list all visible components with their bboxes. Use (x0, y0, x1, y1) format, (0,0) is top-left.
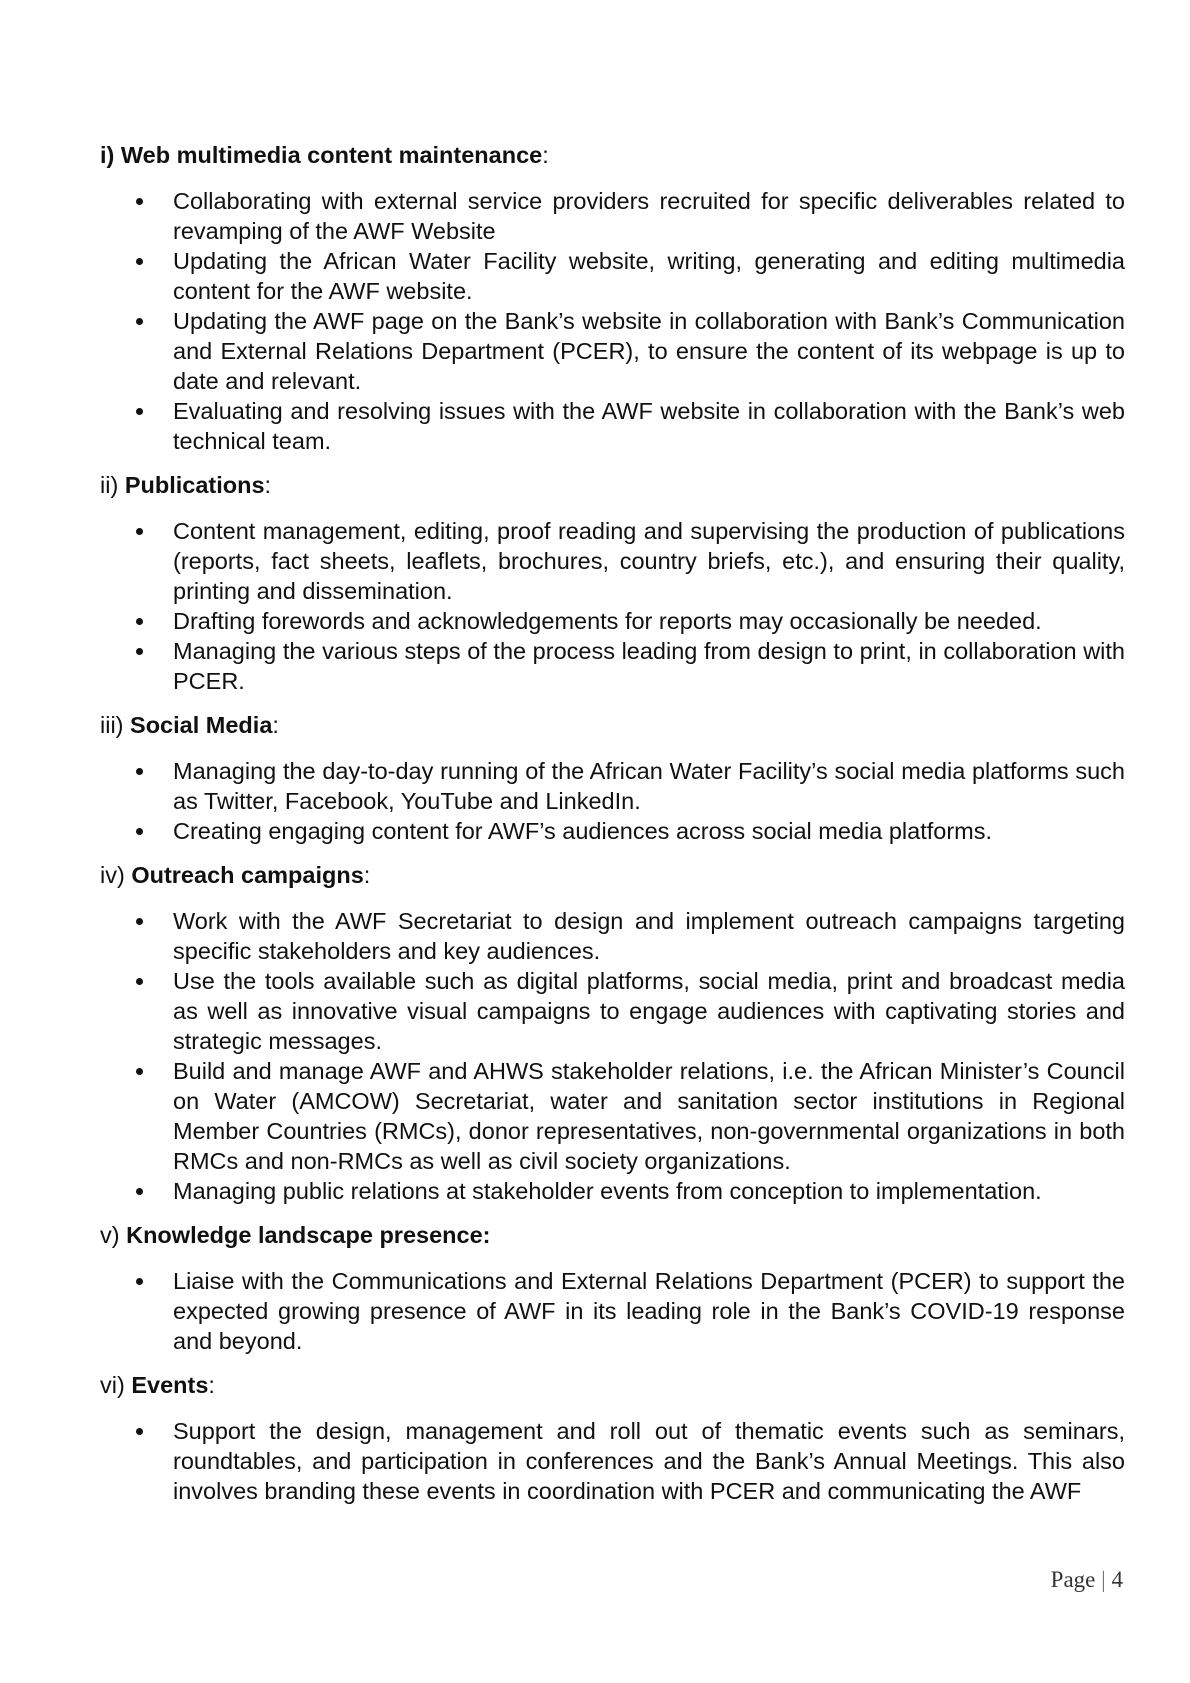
section-number: iii) (100, 712, 124, 738)
section-title: Outreach campaigns (131, 862, 364, 888)
list-item (100, 186, 1125, 246)
bullet-icon (136, 828, 143, 835)
list-item (100, 516, 1125, 606)
list-item (100, 1056, 1125, 1176)
list-item-text: Build and manage AWF and AHWS stakeholder relations, i.e. the African Minister’s Council on Water (AMCOW) Secretariat, water and sanitation sector institutions in Regional Member Countries (RMCs), donor representatives, non-governmental organizations in both RMCs and non-RMCs as well as civil society organizations. (173, 1058, 1125, 1174)
bullet-icon (136, 618, 143, 625)
page-separator: | (1101, 1567, 1106, 1592)
section-heading (100, 1370, 1125, 1400)
bullet-icon (136, 1188, 143, 1195)
section-heading (100, 1220, 1125, 1250)
bullet-icon (136, 1068, 143, 1075)
section-number: v) (100, 1222, 120, 1248)
document-body (100, 140, 1125, 1520)
bullet-list (100, 186, 1125, 456)
list-item (100, 1266, 1125, 1356)
section-suffix: : (264, 472, 272, 498)
bullet-icon (136, 318, 143, 325)
bullet-list (100, 906, 1125, 1206)
section-number: i) (100, 142, 115, 168)
list-item (100, 966, 1125, 1056)
section-heading (100, 140, 1125, 170)
page-number-footer (1051, 1567, 1123, 1593)
list-item-text: Updating the African Water Facility website, writing, generating and editing multimedia content for the AWF website. (173, 248, 1125, 304)
list-item-text: Updating the AWF page on the Bank’s website in collaboration with Bank’s Communication and External Relations Department (PCER), to ensure the content of its webpage is up to date and relevant. (173, 308, 1125, 394)
page-label: Page (1050, 1567, 1096, 1592)
bullet-list (100, 1416, 1125, 1506)
list-item (100, 246, 1125, 306)
section-number: ii) (100, 472, 119, 498)
section-suffix: : (208, 1372, 215, 1398)
list-item-text: Managing the various steps of the process leading from design to print, in collaboration with PCER. (173, 638, 1125, 694)
list-item-text: Support the design, management and roll out of thematic events such as seminars, roundtables, and participation in conferences and the Bank’s Annual Meetings. This also involves branding these events in coordination with PCER and communicating the AWF (173, 1418, 1125, 1504)
section-number: vi) (100, 1372, 125, 1398)
section-title: Web multimedia content maintenance (120, 142, 543, 168)
list-item-text: Work with the AWF Secretariat to design and implement outreach campaigns targeting specific stakeholders and key audiences. (173, 908, 1125, 964)
bullet-icon (136, 198, 143, 205)
list-item-text: Managing public relations at stakeholder events from conception to implementation. (173, 1178, 1042, 1204)
section-heading (100, 710, 1125, 740)
list-item-text: Use the tools available such as digital platforms, social media, print and broadcast media as well as innovative visual campaigns to engage audiences with captivating stories and strategic messages. (173, 968, 1125, 1054)
bullet-list (100, 756, 1125, 846)
section-title: Knowledge landscape presence: (126, 1222, 491, 1248)
section-social-media (100, 710, 1125, 846)
list-item-text: Evaluating and resolving issues with the AWF website in collaboration with the Bank’s web technical team. (173, 398, 1125, 454)
list-item-text: Drafting forewords and acknowledgements for reports may occasionally be needed. (173, 608, 1042, 634)
bullet-icon (136, 1278, 143, 1285)
list-item (100, 636, 1125, 696)
list-item (100, 816, 1125, 846)
section-suffix: : (363, 862, 371, 888)
bullet-icon (136, 768, 143, 775)
list-item-text: Liaise with the Communications and External Relations Department (PCER) to support the expected growing presence of AWF in its leading role in the Bank’s COVID-19 response and beyond. (173, 1268, 1125, 1354)
section-title: Social Media (130, 712, 273, 738)
section-suffix: : (272, 712, 279, 738)
bullet-icon (136, 258, 143, 265)
bullet-icon (136, 408, 143, 415)
list-item (100, 1176, 1125, 1206)
section-title: Events (131, 1372, 209, 1398)
bullet-list (100, 516, 1125, 696)
list-item (100, 306, 1125, 396)
section-publications (100, 470, 1125, 696)
section-knowledge-landscape (100, 1220, 1125, 1356)
section-web-multimedia (100, 140, 1125, 456)
bullet-list (100, 1266, 1125, 1356)
section-events (100, 1370, 1125, 1506)
bullet-icon (136, 528, 143, 535)
page-number: 4 (1111, 1567, 1123, 1592)
bullet-icon (136, 978, 143, 985)
section-heading (100, 470, 1125, 500)
list-item (100, 1416, 1125, 1506)
bullet-icon (136, 918, 143, 925)
list-item (100, 396, 1125, 456)
list-item-text: Creating engaging content for AWF’s audiences across social media platforms. (173, 818, 993, 844)
list-item (100, 756, 1125, 816)
section-heading (100, 860, 1125, 890)
section-outreach-campaigns (100, 860, 1125, 1206)
list-item-text: Managing the day-to-day running of the African Water Facility’s social media platforms such as Twitter, Facebook, YouTube and LinkedIn. (173, 758, 1125, 814)
section-suffix: : (542, 142, 549, 168)
section-number: iv) (100, 862, 125, 888)
bullet-icon (136, 1428, 143, 1435)
list-item (100, 606, 1125, 636)
section-title: Publications (124, 472, 265, 498)
bullet-icon (136, 648, 143, 655)
list-item (100, 906, 1125, 966)
list-item-text: Collaborating with external service providers recruited for specific deliverables related to revamping of the AWF Website (173, 188, 1125, 244)
list-item-text: Content management, editing, proof reading and supervising the production of publications (reports, fact sheets, leaflets, brochures, country briefs, etc.), and ensuring their quality, printing and dissemination. (173, 518, 1125, 604)
